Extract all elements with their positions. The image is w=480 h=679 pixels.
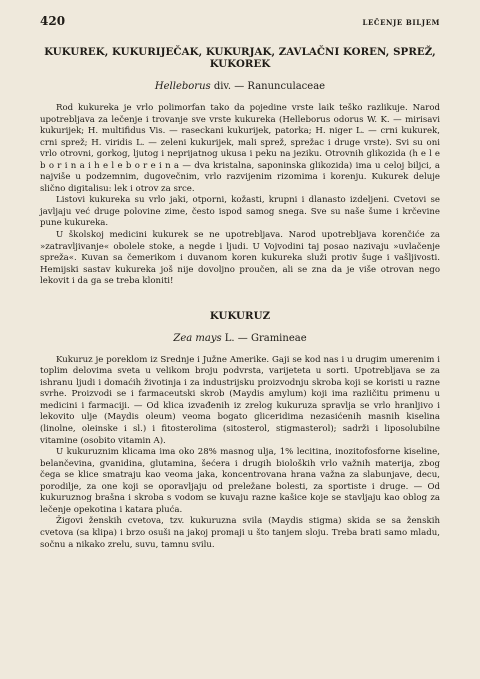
section-title-kukuruz: KUKURUZ [209, 309, 271, 322]
section-body-kukurek [40, 103, 440, 288]
latin-name: Helleborus [154, 81, 211, 92]
paragraph: U školskoj medicini kukurek se ne upotrebljava. Narod upotrebljava korenčiće za »zatravljivanje« obolele stoke, a negde i ljudi. U Vojvodini taj posao nazivaju »uvlačenje spreža«. Kuvan sa čemerikom i duvanom koren kukureka služi protiv šuge i vašljivosti. Hemijski sastav kukureka još nije dovoljno proučen, ali se zna da je više otrovan nego lekovit i da ga se treba kloniti! [40, 230, 440, 287]
paragraph: U kukuruznim klicama ima oko 28% masnog ulja, 1% lecitina, inozitofosforne kiseline, belančevina, gvanidina, glutamina, šećera i drugih bioloških vrlo važnih materija, zbog čega se klice smatraju kao veoma jaka, koncentrovana hrana važna za slabunjave, decu, porodilje, za one koji se oporavljaju od preležane bolesti, za sportiste i druge. — Od kukuruznog brašna i skroba s vodom se kuvaju razne kašice koje se stavljaju kao oblog za lečenje opekotina i katara pluća. [40, 447, 440, 515]
page-number: 420 [40, 14, 66, 28]
paragraph: Kukuruz je poreklom iz Srednje i Južne Amerike. Gaji se kod nas i u drugim umerenim i toplim delovima sveta u velikom broju podvrsta, varijeteta u sorti. Upotrebljava se za ishranu ljudi i domaćih životinja i za industrijsku proizvodnju skroba koji se koristi u razne svrhe. Proizvodi se i farmaceutski skrob (Maydis amylum) koji ima različitu primenu u medicini i farmaciji. — Od klica izvađenih iz zrelog kukuruza spravlja se vrlo hranljivo i lekovito ulje (Maydis oleum) veoma bogato gliceridima nezasićenih masnih kiselina (linolne, oleinske i sl.) i fitosterolima (sitosterol, stigmasterol); sadrži i liposolubilne vitamine (osobito vitamin A). [40, 354, 440, 446]
paragraph: Žigovi ženskih cvetova, tzv. kukuruzna svila (Maydis stigma) skida se sa ženskih cvetova (sa klipa) i brzo osuši na jakoj promaji u što tanjem sloju. Treba brati samo mladu, sočnu a nikako zrelu, suvu, tamnu svilu. [40, 516, 440, 550]
family-name: div. — Ranunculaceae [210, 81, 326, 92]
paragraph: Rod kukureka je vrlo polimorfan tako da pojedine vrste laik teško razlikuje. Narod upotrebljava za lečenje i trovanje sve vrste kukureka (Helleborus odorus W. K. — mirisavi kukurijek; H. multifidus Vis. — raseckani kukurijek, patorka; H. niger L. — crni kukurek, crni sprež; H. viridis L. — zeleni kukurijek, mali sprež, sprežac i druge vrste). Svi su oni vrlo otrovni, gorkog, ljutog i neprijatnog ukusa i peku na jeziku. Otrovnih glikozida (h e l e b o r i n a i h e l e b o r e i n a — dva kristalna, saponinska glikozida) ima u celoj biljci, a najviše u podzemnim, dugovečnim, vrlo razvijenim rizomima i korenju. Kukurek deluje slično digitalisu: lek i otrov za srce. [40, 103, 440, 194]
section-body-kukuruz [40, 355, 440, 551]
section-subtitle-kukurek [40, 81, 440, 93]
running-title: LEČENJE BILJEM [362, 18, 440, 27]
section-title-kukurek: KUKUREK, KUKURIJEČAK, KUKURJAK, ZAVLAČNI KOREN, SPREŽ, KUKOREK [44, 46, 436, 70]
paragraph: Listovi kukureka su vrlo jaki, otporni, kožasti, krupni i dlanasto izdeljeni. Cvetovi se javljaju već druge polovine zime, često ispod samog snega. Sve su naše šume i krčevine pune kukureka. [40, 195, 440, 229]
section-subtitle-kukuruz [40, 333, 440, 345]
family-name: L. — Gramineae [221, 332, 307, 344]
latin-name: Zea mays [173, 332, 222, 344]
running-head [40, 14, 440, 32]
